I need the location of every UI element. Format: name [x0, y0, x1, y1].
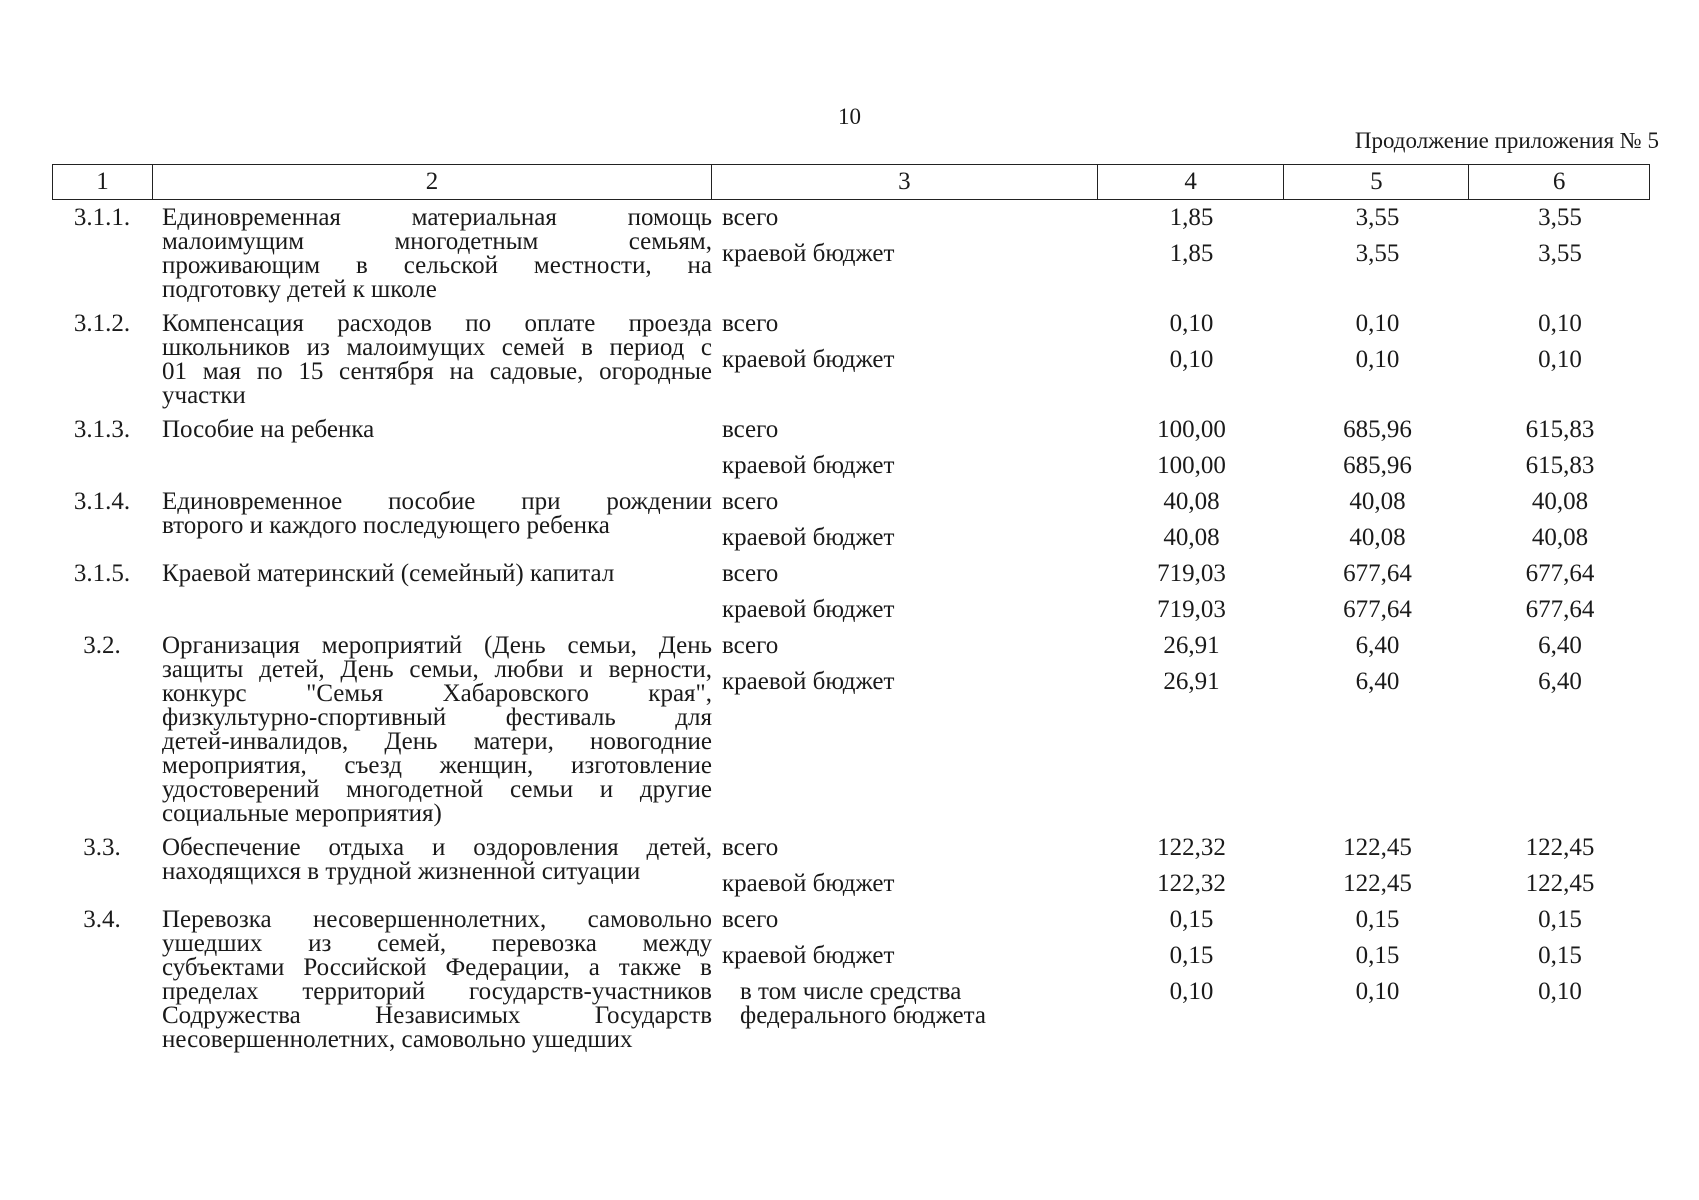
amount-v5: 685,96 — [1343, 452, 1412, 479]
row-description — [152, 836, 712, 908]
funding-source: всего — [722, 906, 779, 933]
description-line: Пособие на ребенка — [162, 416, 375, 443]
amount-v4: 0,10 — [1169, 346, 1214, 373]
amount-v5: 6,40 — [1355, 632, 1400, 659]
description-line: 01 мая по 15 сентября на садовые, огородные — [162, 358, 712, 385]
funding-row — [712, 562, 1650, 598]
description-line: проживающим в сельской местности, на — [162, 252, 712, 279]
funding-row — [712, 836, 1650, 872]
amount-v4: 26,91 — [1163, 668, 1220, 695]
table-header — [52, 164, 1650, 200]
table-row — [52, 418, 1650, 490]
funding-row — [712, 454, 1650, 490]
page-number: 10 — [838, 104, 861, 129]
funding-source: краевой бюджет — [722, 524, 895, 551]
amount-v5: 0,15 — [1355, 906, 1400, 933]
amount-v5: 0,10 — [1355, 978, 1400, 1005]
description-line: социальные мероприятия) — [162, 800, 442, 827]
amount-v6: 677,64 — [1525, 596, 1595, 623]
amount-v5: 40,08 — [1349, 488, 1406, 515]
row-description — [152, 634, 712, 836]
amount-v5: 6,40 — [1355, 668, 1400, 695]
header-col-3: 3 — [712, 165, 1098, 199]
amount-v6: 0,10 — [1538, 310, 1582, 337]
funding-row — [712, 908, 1650, 944]
amount-v6: 677,64 — [1525, 560, 1595, 587]
table-row — [52, 312, 1650, 418]
description-line: Обеспечение отдыха и оздоровления детей, — [162, 834, 712, 861]
amount-v6: 0,15 — [1538, 942, 1582, 969]
amount-v6: 122,45 — [1525, 870, 1595, 897]
table-row — [52, 562, 1650, 634]
description-line: мероприятия, съезд женщин, изготовление — [162, 752, 712, 779]
amount-v6: 3,55 — [1538, 240, 1582, 267]
amount-v5: 0,15 — [1355, 942, 1400, 969]
amount-v4: 0,10 — [1169, 310, 1214, 337]
amount-v6: 6,40 — [1538, 668, 1582, 695]
row-number: 3.2. — [83, 632, 121, 659]
amount-v4: 100,00 — [1157, 452, 1226, 479]
amount-v6: 40,08 — [1531, 488, 1589, 515]
funding-source: всего — [722, 310, 779, 337]
amount-v6: 615,83 — [1525, 452, 1595, 479]
amount-v5: 685,96 — [1343, 416, 1412, 443]
table-row — [52, 206, 1650, 312]
amount-v5: 677,64 — [1343, 560, 1412, 587]
description-line: ушедших из семей, перевозка между — [162, 930, 712, 957]
header-col-4: 4 — [1098, 165, 1285, 199]
amount-v4: 0,15 — [1169, 906, 1214, 933]
description-line: Единовременная материальная помощь — [162, 204, 712, 231]
amount-v5: 0,10 — [1355, 310, 1400, 337]
funding-row — [712, 634, 1650, 670]
amount-v4: 122,32 — [1157, 870, 1226, 897]
description-line: защиты детей, День семьи, любви и верности, — [162, 656, 712, 683]
amount-v4: 100,00 — [1157, 416, 1226, 443]
description-line: Содружества Независимых Государств — [162, 1002, 712, 1029]
funding-source: краевой бюджет — [722, 346, 895, 373]
funding-source: всего — [722, 488, 779, 515]
amount-v4: 0,15 — [1169, 942, 1214, 969]
row-description — [152, 908, 712, 1062]
header-col-6: 6 — [1552, 168, 1566, 195]
description-line: Единовременное пособие при рождении — [162, 488, 712, 515]
row-number: 3.1.5. — [73, 560, 131, 587]
amount-v6: 0,10 — [1538, 978, 1582, 1005]
description-line: несовершеннолетних, самовольно ушедших — [162, 1026, 633, 1053]
table-row — [52, 908, 1650, 1062]
description-line: Компенсация расходов по оплате проезда — [162, 310, 712, 337]
amount-v6: 0,10 — [1538, 346, 1582, 373]
description-line: школьников из малоимущих семей в период с — [162, 334, 712, 361]
funding-source: краевой бюджет — [722, 452, 895, 479]
description-line: субъектами Российской Федерации, а также в — [162, 954, 712, 981]
amount-v4: 40,08 — [1163, 488, 1220, 515]
description-line: малоимущим многодетным семьям, — [162, 228, 712, 255]
amount-v5: 40,08 — [1349, 524, 1406, 551]
amount-v4: 40,08 — [1163, 524, 1220, 551]
appendix-continuation: Продолжение приложения № 5 — [1354, 128, 1659, 153]
amount-v4: 122,32 — [1157, 834, 1226, 861]
funding-source: краевой бюджет — [722, 240, 895, 267]
row-number: 3.3. — [83, 834, 121, 861]
description-line: детей-инвалидов, День матери, новогодние — [162, 728, 712, 755]
amount-v6: 6,40 — [1538, 632, 1582, 659]
description-line: физкультурно-спортивный фестиваль для — [162, 704, 712, 731]
amount-v4: 0,10 — [1169, 978, 1214, 1005]
row-number: 3.4. — [83, 906, 121, 933]
funding-source: всего — [722, 560, 779, 587]
funding-row — [712, 490, 1650, 526]
funding-source: всего — [722, 632, 779, 659]
description-line: второго и каждого последующего ребенка — [162, 512, 610, 539]
row-number: 3.1.2. — [73, 310, 131, 337]
amount-v4: 26,91 — [1163, 632, 1220, 659]
amount-v4: 1,85 — [1169, 240, 1214, 267]
amount-v5: 677,64 — [1343, 596, 1412, 623]
amount-v5: 3,55 — [1355, 240, 1400, 267]
header-col-2: 2 — [153, 165, 712, 199]
amount-v6: 40,08 — [1531, 524, 1589, 551]
funding-row — [712, 598, 1650, 634]
funding-row — [712, 348, 1650, 384]
funding-source: краевой бюджет — [722, 668, 895, 695]
funding-row — [712, 980, 1650, 1032]
funding-row — [712, 944, 1650, 980]
amount-v6: 3,55 — [1538, 204, 1582, 231]
table-row — [52, 490, 1650, 562]
amount-v5: 3,55 — [1355, 204, 1400, 231]
funding-source: краевой бюджет — [722, 596, 895, 623]
funding-row — [712, 526, 1650, 562]
description-line: находящихся в трудной жизненной ситуации — [162, 858, 641, 885]
description-line: подготовку детей к школе — [162, 276, 437, 303]
funding-source: всего — [722, 416, 779, 443]
row-description — [152, 206, 712, 312]
funding-row — [712, 312, 1650, 348]
amount-v6: 122,45 — [1525, 834, 1595, 861]
amount-v5: 122,45 — [1343, 870, 1412, 897]
funding-row — [712, 206, 1650, 242]
row-description — [152, 490, 712, 562]
table-row — [52, 836, 1650, 908]
amount-v4: 1,85 — [1169, 204, 1214, 231]
amount-v4: 719,03 — [1157, 596, 1226, 623]
header-col-1: 1 — [53, 165, 153, 199]
description-line: пределах территорий государств-участников — [162, 978, 712, 1005]
amount-v5: 0,10 — [1355, 346, 1400, 373]
amount-v5: 122,45 — [1343, 834, 1412, 861]
row-number: 3.1.4. — [73, 488, 131, 515]
funding-row — [712, 670, 1650, 706]
funding-row — [712, 872, 1650, 908]
description-line: Краевой материнский (семейный) капитал — [162, 560, 615, 587]
row-number: 3.1.1. — [73, 204, 131, 231]
funding-source: в том числе средства федерального бюджета — [740, 978, 986, 1029]
funding-row — [712, 418, 1650, 454]
row-description — [152, 418, 712, 490]
row-number: 3.1.3. — [73, 416, 131, 443]
amount-v6: 0,15 — [1538, 906, 1582, 933]
row-description — [152, 562, 712, 634]
table-body — [52, 206, 1650, 1062]
table-row — [52, 634, 1650, 836]
description-line: конкурс "Семья Хабаровского края", — [162, 680, 712, 707]
header-col-5: 5 — [1284, 165, 1469, 199]
funding-source: краевой бюджет — [722, 870, 895, 897]
row-description — [152, 312, 712, 418]
amount-v6: 615,83 — [1525, 416, 1595, 443]
description-line: участки — [162, 382, 246, 409]
funding-source: всего — [722, 204, 779, 231]
description-line: Организация мероприятий (День семьи, День — [162, 632, 712, 659]
funding-source: краевой бюджет — [722, 942, 895, 969]
description-line: удостоверений многодетной семьи и другие — [162, 776, 712, 803]
amount-v4: 719,03 — [1157, 560, 1226, 587]
funding-row — [712, 242, 1650, 278]
description-line: Перевозка несовершеннолетних, самовольно — [162, 906, 712, 933]
funding-source: всего — [722, 834, 779, 861]
